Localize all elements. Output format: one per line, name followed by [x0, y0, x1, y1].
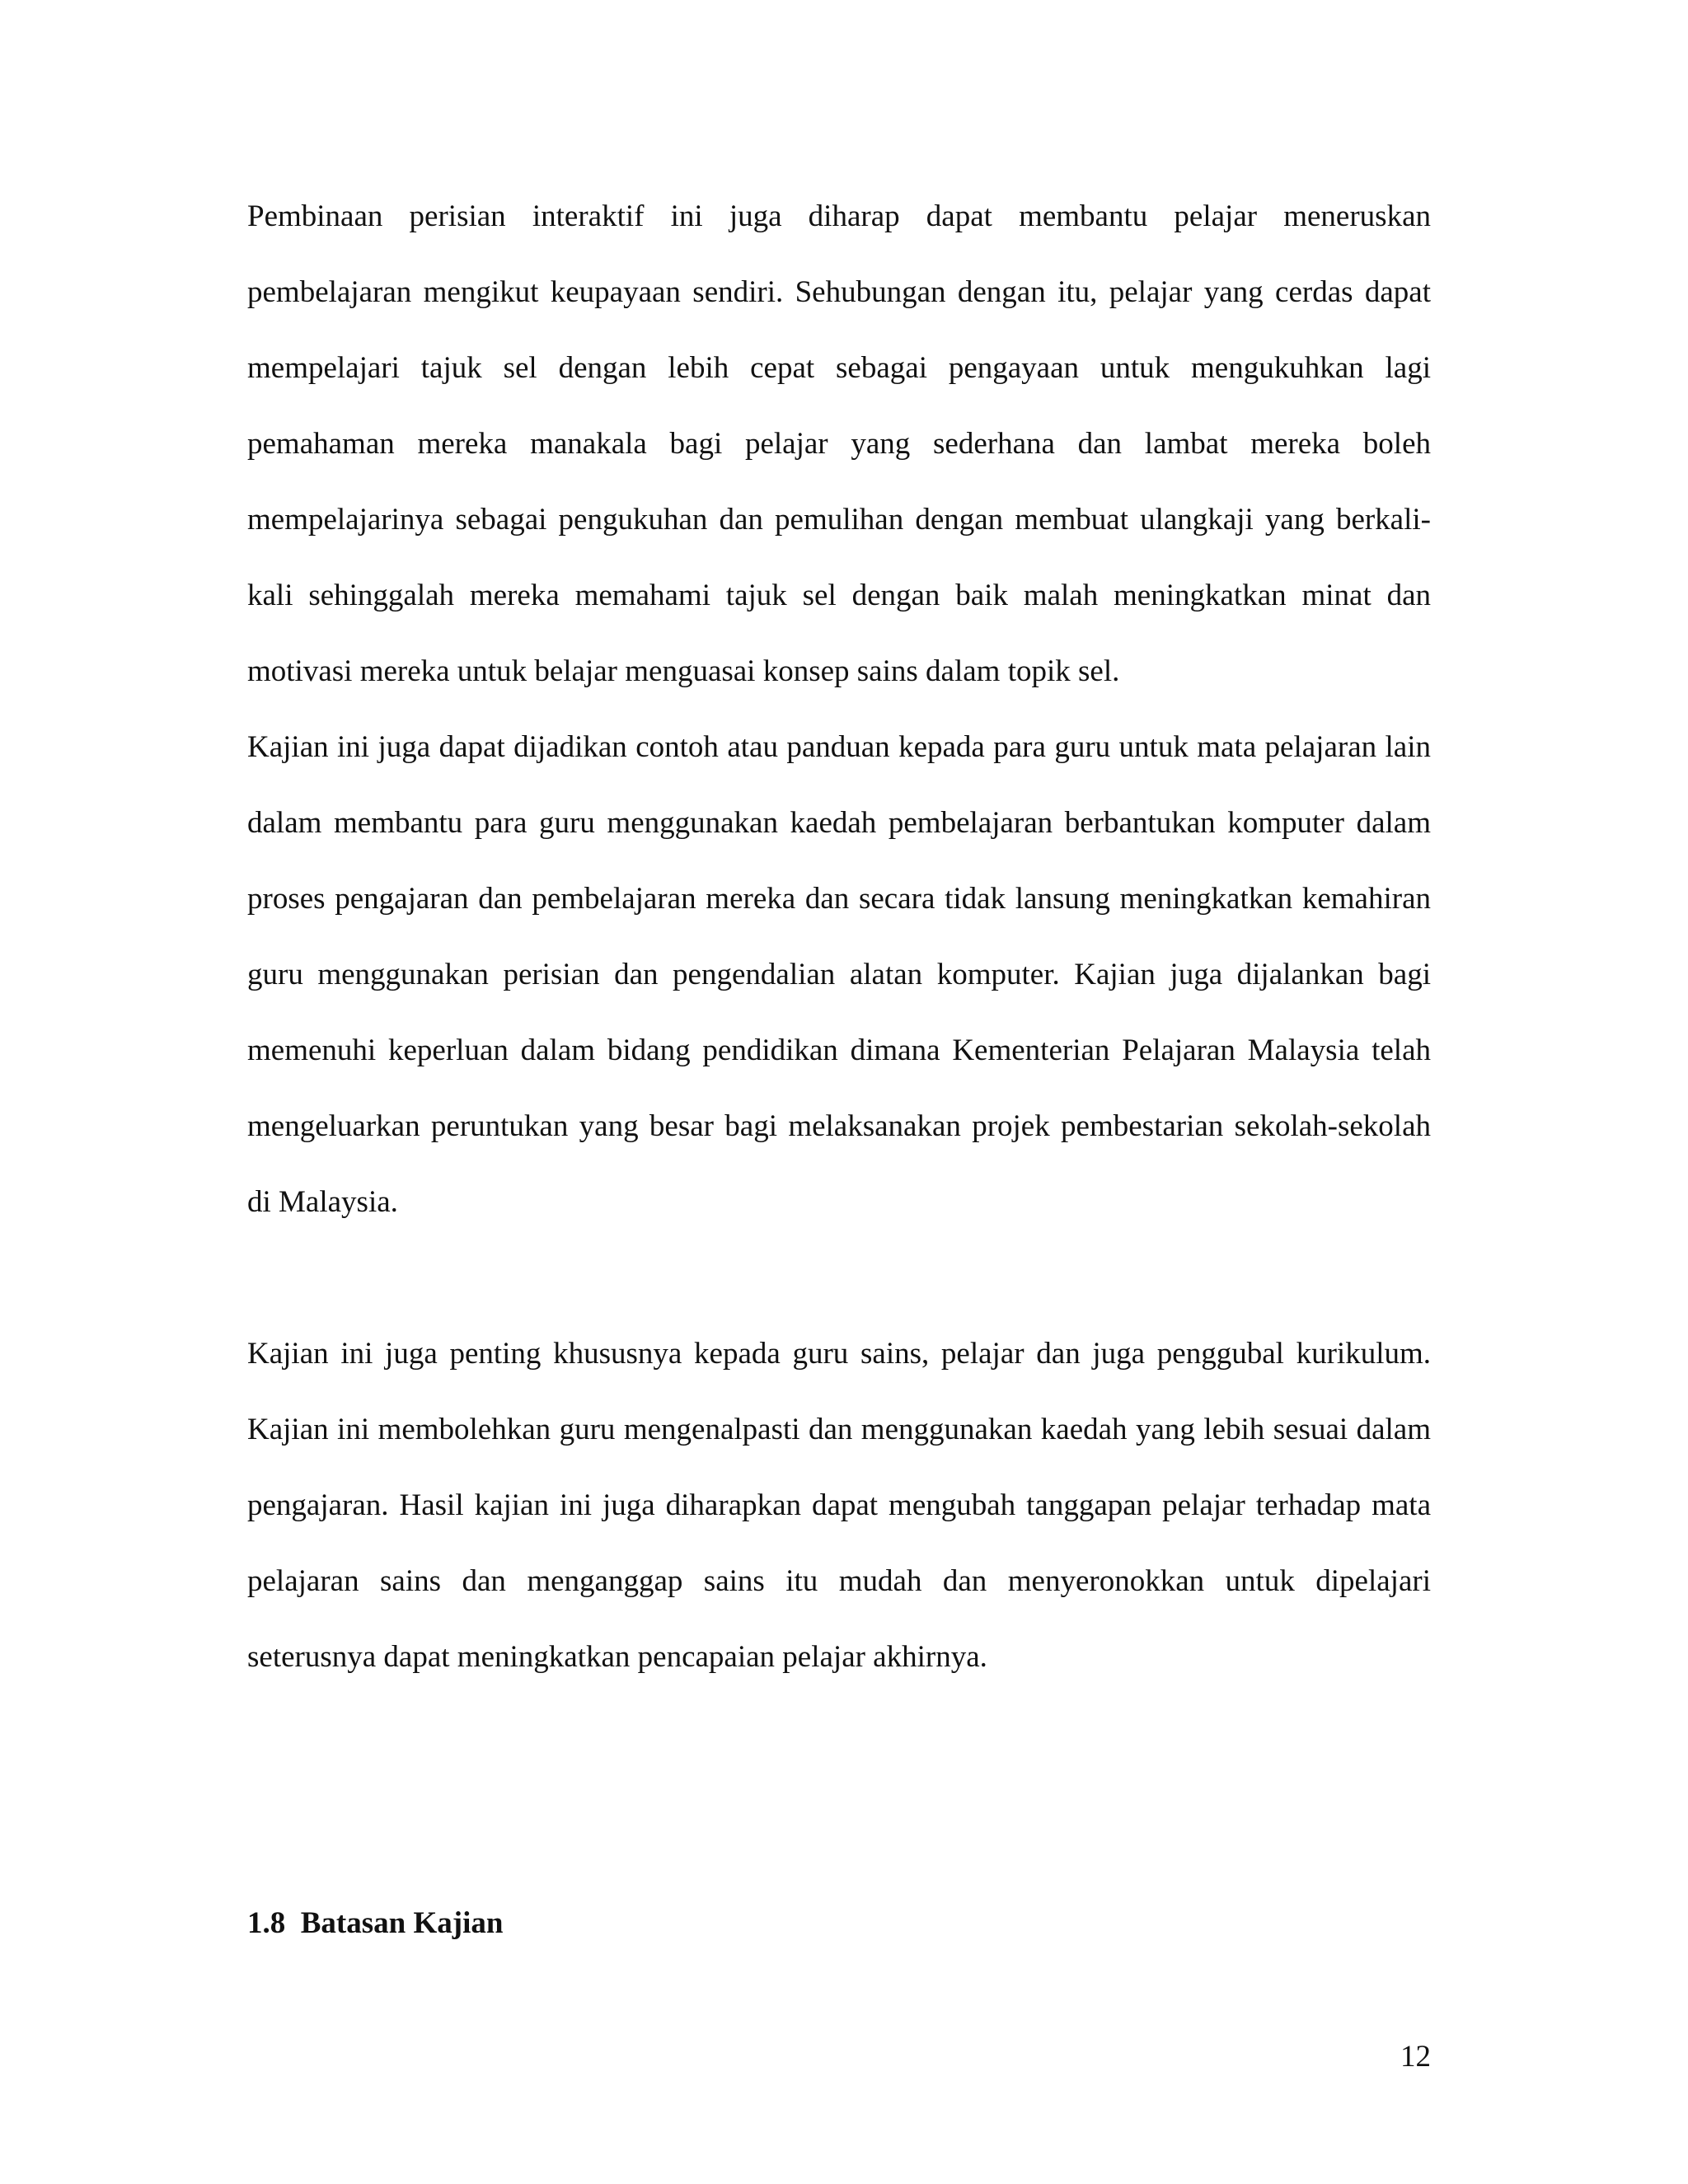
- section-heading: 1.8 Batasan Kajian: [247, 1906, 504, 1940]
- page-number: 12: [1400, 2040, 1431, 2074]
- paragraph-importance: Kajian ini juga penting khususnya kepada guru sains, pelajar dan juga penggubal kurikulum. Kajian ini membolehkan guru mengenalpasti dan menggunakan kaedah yang lebih sesuai dalam pengajaran. Hasil kajian ini juga diharapkan dapat mengubah tanggapan pelajar terhadap mata pelajaran sains dan menganggap sains itu mudah dan menyeronokkan untuk dipelajari seterusnya dapat meningkatkan pencapaian pelajar akhirnya.: [247, 1337, 1431, 1674]
- paragraph-benefits-teachers: Kajian ini juga dapat dijadikan contoh atau panduan kepada para guru untuk mata pelajaran lain dalam membantu para guru menggunakan kaedah pembelajaran berbantukan komputer dalam proses pengajaran dan pembelajaran mereka dan secara tidak lansung meningkatkan kemahiran guru menggunakan perisian dan pengendalian alatan komputer. Kajian juga dijalankan bagi memenuhi keperluan dalam bidang pendidikan dimana Kementerian Pelajaran Malaysia telah mengeluarkan peruntukan yang besar bagi melaksanakan projek pembestarian sekolah-sekolah di Malaysia.: [247, 730, 1431, 1219]
- paragraph-benefits-students: Pembinaan perisian interaktif ini juga diharap dapat membantu pelajar meneruskan pembelajaran mengikut keupayaan sendiri. Sehubungan dengan itu, pelajar yang cerdas dapat mempelajari tajuk sel dengan lebih cepat sebagai pengayaan untuk mengukuhkan lagi pemahaman mereka manakala bagi pelajar yang sederhana dan lambat mereka boleh mempelajarinya sebagai pengukuhan dan pemulihan dengan membuat ulangkaji yang berkali-kali sehinggalah mereka memahami tajuk sel dengan baik malah meningkatkan minat dan motivasi mereka untuk belajar menguasai konsep sains dalam topik sel.: [247, 199, 1431, 688]
